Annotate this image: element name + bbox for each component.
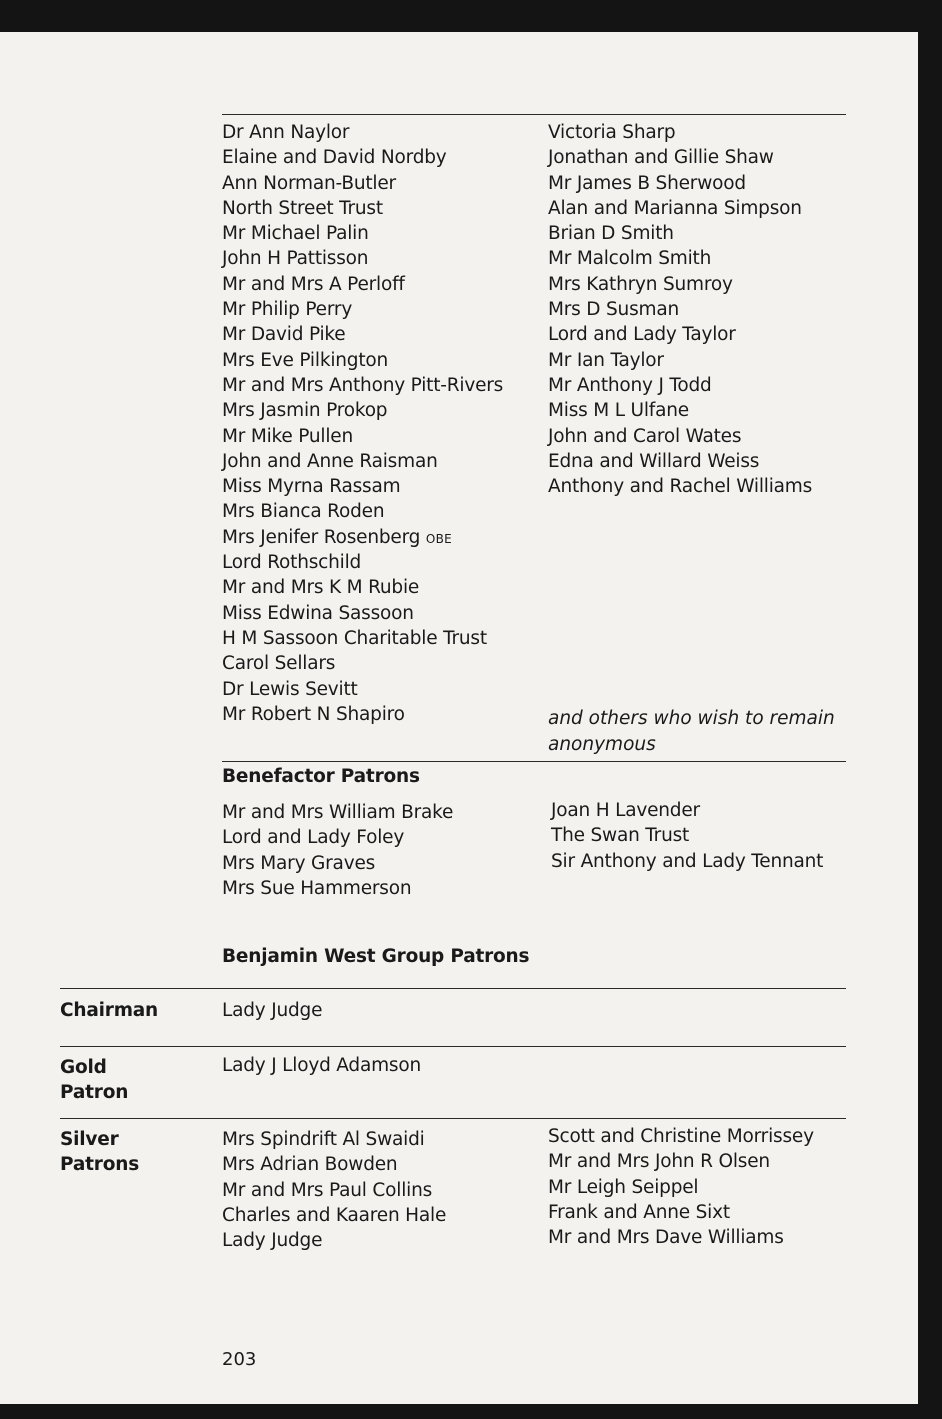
list-item: Mr Mike Pullen [222, 425, 354, 447]
list-item: Frank and Anne Sixt [548, 1201, 730, 1223]
anonymous-note [548, 706, 835, 758]
list-item: Mr James B Sherwood [548, 172, 746, 194]
list-item: Mr David Pike [222, 324, 346, 346]
anonymous-note-line: anonymous [548, 734, 656, 755]
list-item: Brian D Smith [548, 223, 674, 245]
list-item: Mr Michael Palin [222, 223, 369, 245]
benefactor-right-column [551, 798, 823, 874]
list-item: Miss Myrna Rassam [222, 476, 401, 498]
list-item: Lady Judge [222, 1230, 323, 1252]
list-item: Carol Sellars [222, 653, 336, 675]
benjamin-west-group-heading: Benjamin West Group Patrons [222, 946, 530, 967]
patrons-right-column [548, 120, 812, 499]
list-item: Mrs Jasmin Prokop [222, 400, 388, 422]
list-item: Dr Ann Naylor [222, 122, 350, 143]
list-item: Mrs Bianca Roden [222, 501, 385, 523]
benefactor-left-column [222, 800, 453, 901]
list-item: Mr and Mrs Anthony Pitt-Rivers [222, 374, 504, 396]
list-item: Charles and Kaaren Hale [222, 1204, 447, 1226]
patron-name: Mrs Jenifer Rosenberg [222, 526, 421, 548]
list-item: Mr Ian Taylor [548, 349, 664, 371]
list-item: Mr and Mrs William Brake [222, 802, 454, 823]
list-item: Anthony and Rachel Williams [548, 476, 813, 498]
page-number: 203 [222, 1349, 257, 1370]
list-item: Lord and Lady Taylor [548, 324, 736, 346]
list-item: John and Anne Raisman [222, 450, 438, 472]
anonymous-note-line: and others who wish to remain [548, 708, 835, 729]
list-item: Mrs D Susman [548, 299, 680, 321]
honour-obe: OBE [425, 531, 453, 546]
label-line: Patron [60, 1082, 129, 1103]
list-item: H M Sassoon Charitable Trust [222, 627, 487, 649]
list-item: Scott and Christine Morrissey [548, 1126, 814, 1147]
chairman-name [222, 998, 322, 1023]
list-item: Lady J Lloyd Adamson [222, 1055, 422, 1076]
list-item: Mr and Mrs A Perloff [222, 273, 405, 295]
silver-left-column [222, 1127, 446, 1253]
list-item: Miss Edwina Sassoon [222, 602, 414, 624]
patrons-left-column [222, 120, 503, 727]
list-item: Mrs Sue Hammerson [222, 877, 412, 899]
silver-patrons-label [60, 1127, 139, 1177]
chairman-label: Chairman [60, 1000, 159, 1021]
gold-patron-label [60, 1055, 128, 1105]
list-item: Jonathan and Gillie Shaw [548, 147, 774, 169]
silver-right-column [548, 1124, 814, 1250]
list-item: John and Carol Wates [548, 425, 742, 447]
list-item: Victoria Sharp [548, 122, 676, 143]
benefactor-heading: Benefactor Patrons [222, 766, 420, 787]
rule-gold [60, 1046, 846, 1047]
list-item: Mr Robert N Shapiro [222, 703, 405, 725]
list-item: North Street Trust [222, 197, 383, 219]
label-line: Gold [60, 1057, 107, 1078]
list-item: Elaine and David Nordby [222, 147, 447, 169]
list-item: Lord and Lady Foley [222, 827, 405, 849]
list-item: Mrs Spindrift Al Swaidi [222, 1129, 425, 1150]
list-item: Mr and Mrs Dave Williams [548, 1227, 784, 1249]
list-item: Lady Judge [222, 1000, 323, 1021]
rule-chairman [60, 988, 846, 989]
page [0, 32, 918, 1404]
list-item: Alan and Marianna Simpson [548, 197, 802, 219]
list-item: The Swan Trust [551, 825, 690, 847]
list-item: John H Pattisson [222, 248, 369, 270]
list-item: Mrs Mary Graves [222, 852, 376, 874]
gold-patron-name [222, 1053, 421, 1078]
list-item: Mr Malcolm Smith [548, 248, 712, 270]
list-item: Joan H Lavender [551, 800, 700, 821]
list-item: Mr and Mrs John R Olsen [548, 1151, 770, 1173]
list-item: Mrs Kathryn Sumroy [548, 273, 733, 295]
list-item: Mrs Adrian Bowden [222, 1154, 398, 1176]
list-item: Mr Anthony J Todd [548, 374, 712, 396]
label-line: Patrons [60, 1154, 140, 1175]
list-item: Mrs Eve Pilkington [222, 349, 389, 371]
list-item: Mr Philip Perry [222, 299, 353, 321]
rule-silver [60, 1118, 846, 1119]
list-item: Ann Norman-Butler [222, 172, 396, 194]
list-item: Edna and Willard Weiss [548, 450, 760, 472]
list-item: Dr Lewis Sevitt [222, 678, 358, 700]
list-item [222, 525, 503, 550]
list-item: Sir Anthony and Lady Tennant [551, 850, 824, 872]
list-item: Miss M L Ulfane [548, 400, 689, 422]
list-item: Mr and Mrs K M Rubie [222, 577, 420, 599]
label-line: Silver [60, 1129, 119, 1150]
list-item: Lord Rothschild [222, 552, 362, 574]
list-item: Mr Leigh Seippel [548, 1176, 699, 1198]
rule-top [222, 114, 846, 115]
list-item: Mr and Mrs Paul Collins [222, 1179, 433, 1201]
rule-benefactor [222, 761, 846, 762]
